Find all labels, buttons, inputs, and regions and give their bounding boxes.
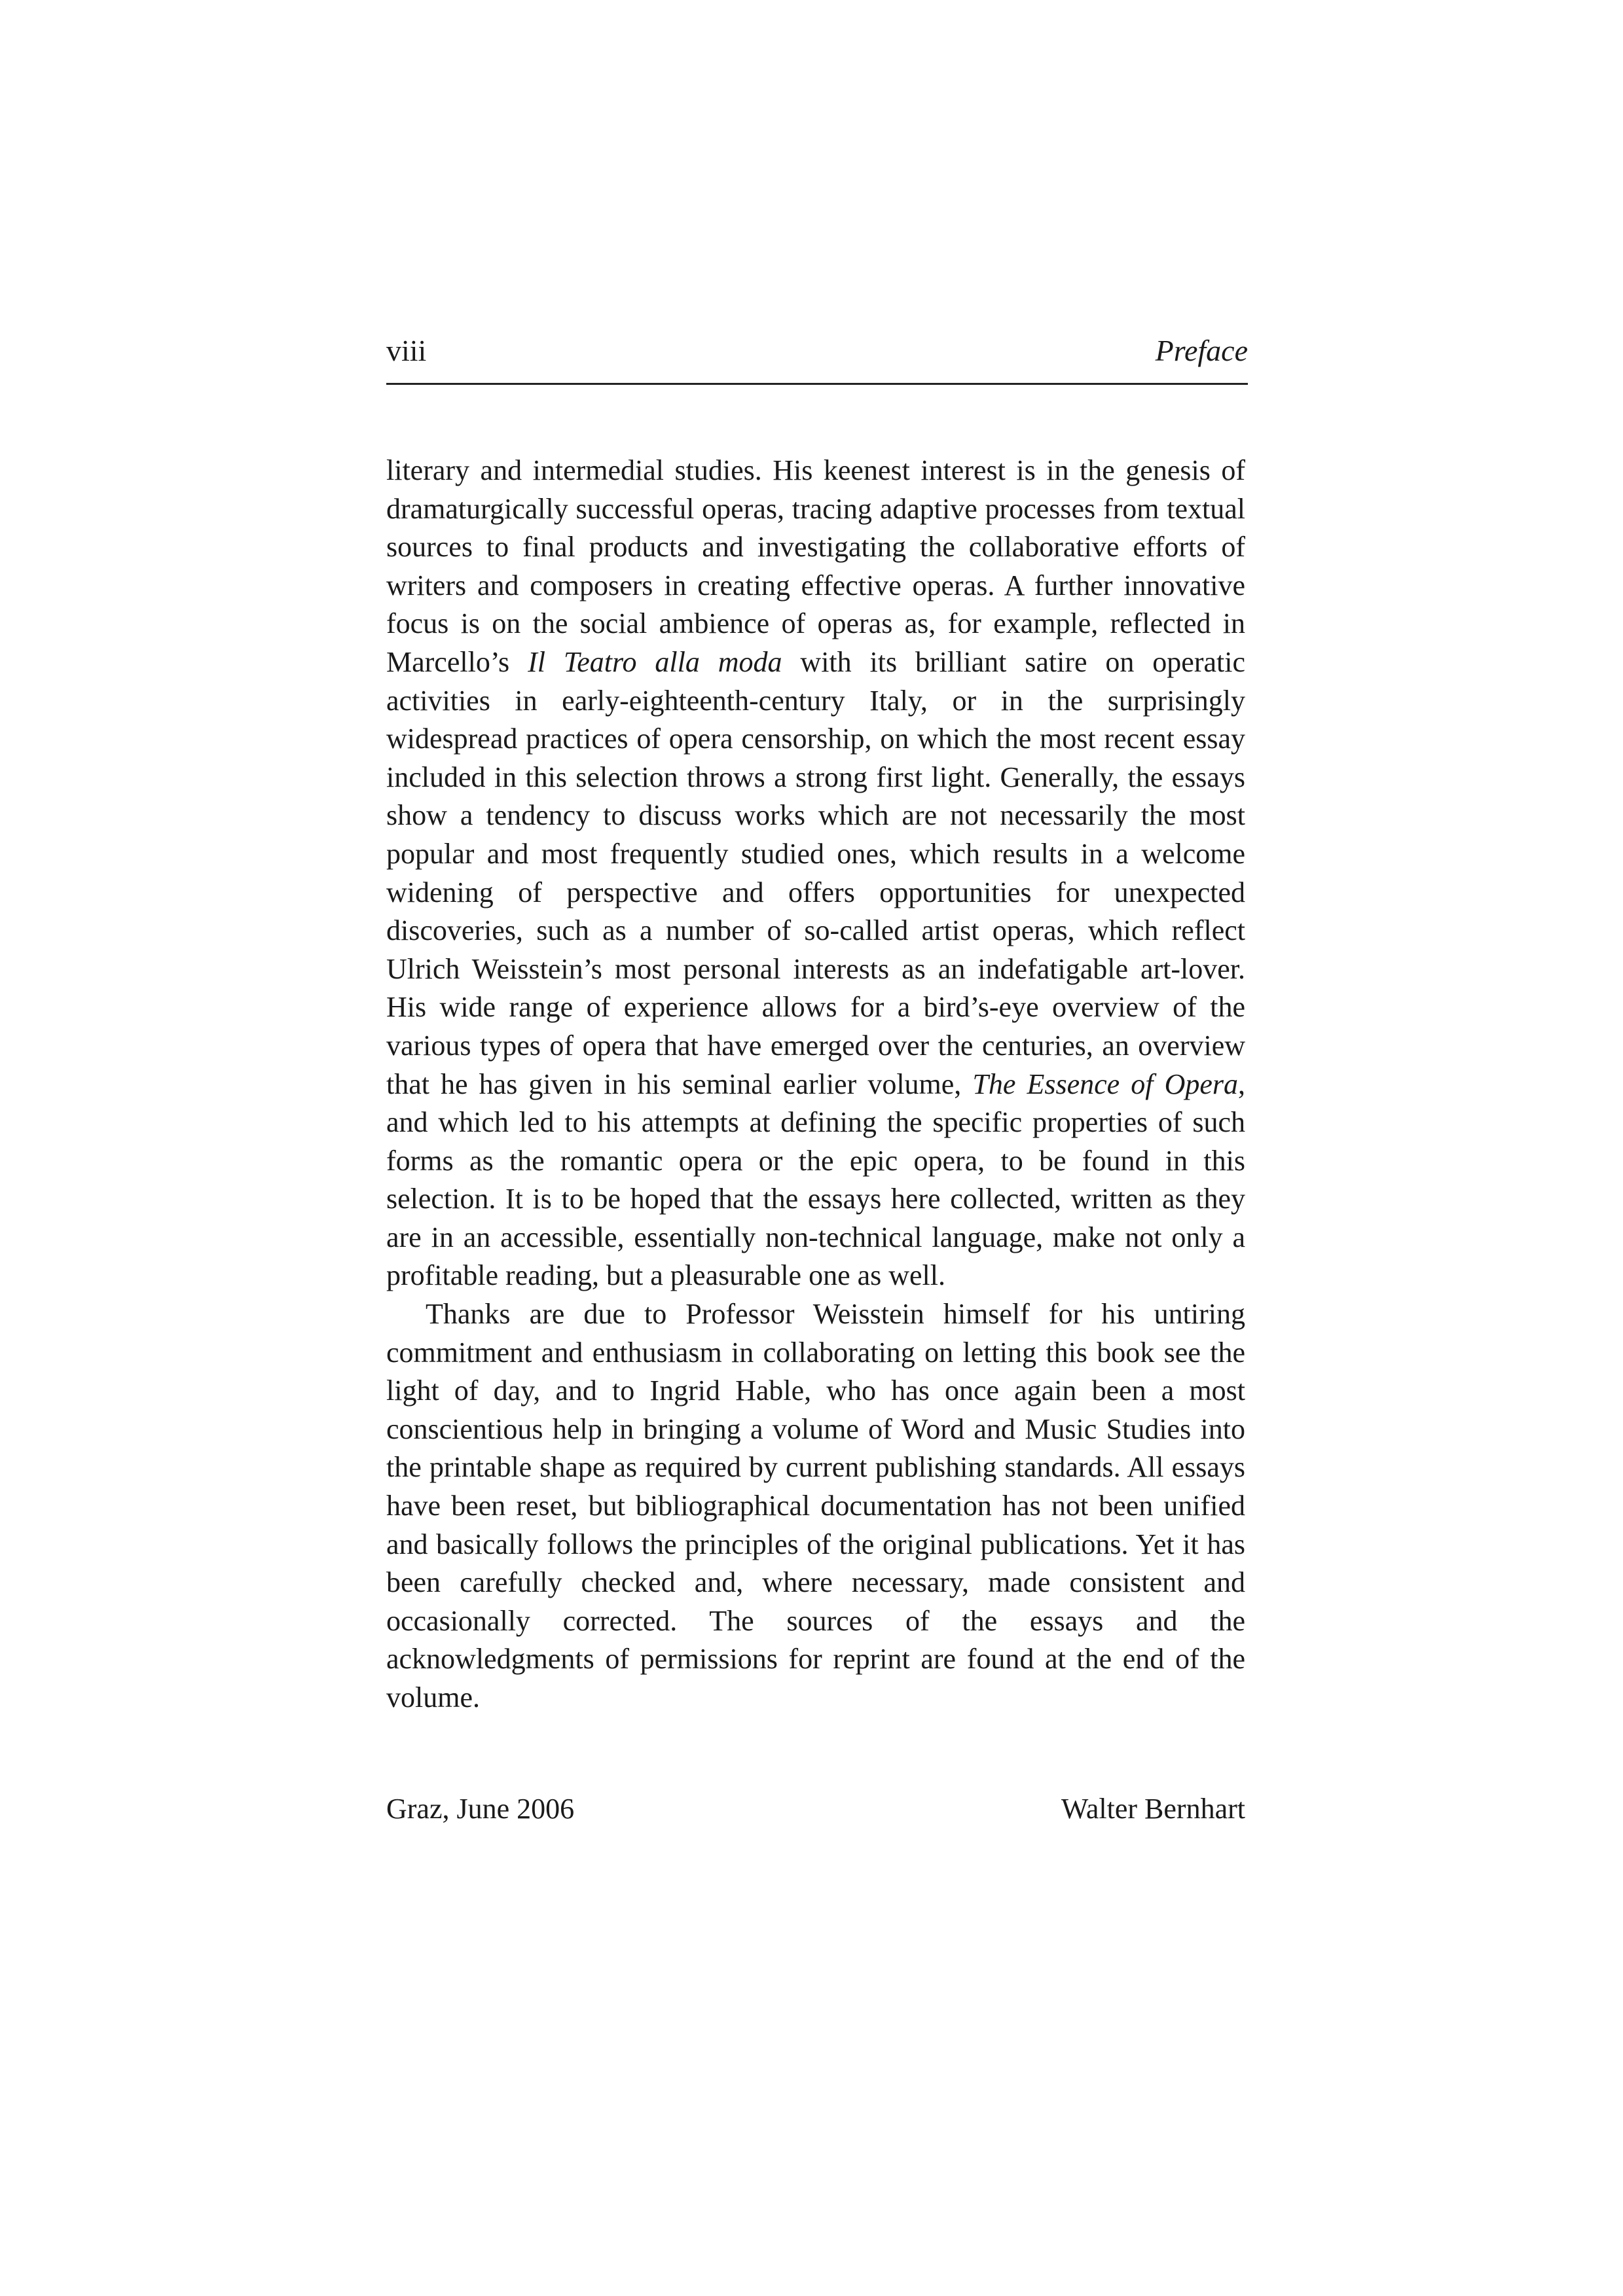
paragraph-2: Thanks are due to Professor Weisstein himself for his untiring commitment and enthusiasm in collaborating on letting this book see the light of day, and to Ingrid Hable, who has once again been a most conscientious help in bringing a volume of Word and Music Studies into the printable shape as required by current publishing standards. All essays have been reset, but bibliographical documentation has not been unified and basically follows the principles of the original publications. Yet it has been carefully checked and, where necessary, made consistent and occasionally corrected. The sources of the essays and the acknowledgments of permissions for reprint are found at the end of the volume. (386, 1298, 1245, 1713)
book-title-essence-of-opera: The Essence of Opera (972, 1067, 1238, 1100)
page-number: viii (386, 334, 427, 367)
paragraph-1-part-b: with its brilliant satire on operatic activities in early-eighteenth-century Italy, or in the surprisingly widespread practices of opera censorship, on which the most recent essay included in this selection throws a strong first light. Generally, the essays show a tendency to discuss works which are not necessarily the most popular and most frequently studied ones, which results in a welcome widening of perspective and offers opportunities for unexpected discoveries, such as a number of so-called artist operas, which reflect Ulrich Weisstein’s most personal interests as an indefatigable art-lover. His wide range of experience allows for a bird’s-eye overview of the various types of opera that have emerged over the centuries, an overview that he has given in his seminal earlier volume, (386, 645, 1245, 1100)
paragraph-1-part-c: , and which led to his attempts at defining the specific properties of such forms as the romantic opera or the epic opera, to be found in this selection. It is to be hoped that the essays here collected, written as they are in an accessible, essentially non-technical language, make not only a profitable reading, but a pleasurable one as well. (386, 1067, 1245, 1292)
paragraph-1 (386, 452, 1245, 1295)
paragraph-1-part-a: literary and intermedial studies. His keenest interest is in the genesis of dramaturgically successful operas, tracing adaptive processes from textual sources to final products and investigating the collaborative efforts of writers and composers in creating effective operas. A further innovative focus is on the social ambience of operas as, for example, reflected in Marcello’s (386, 454, 1245, 678)
page-header (386, 331, 1248, 385)
author-name: Walter Bernhart (1061, 1793, 1245, 1825)
book-title-il-teatro: Il Teatro alla moda (528, 645, 782, 678)
place-date: Graz, June 2006 (386, 1793, 575, 1825)
body-text (386, 452, 1245, 1717)
running-title: Preface (1155, 334, 1248, 367)
